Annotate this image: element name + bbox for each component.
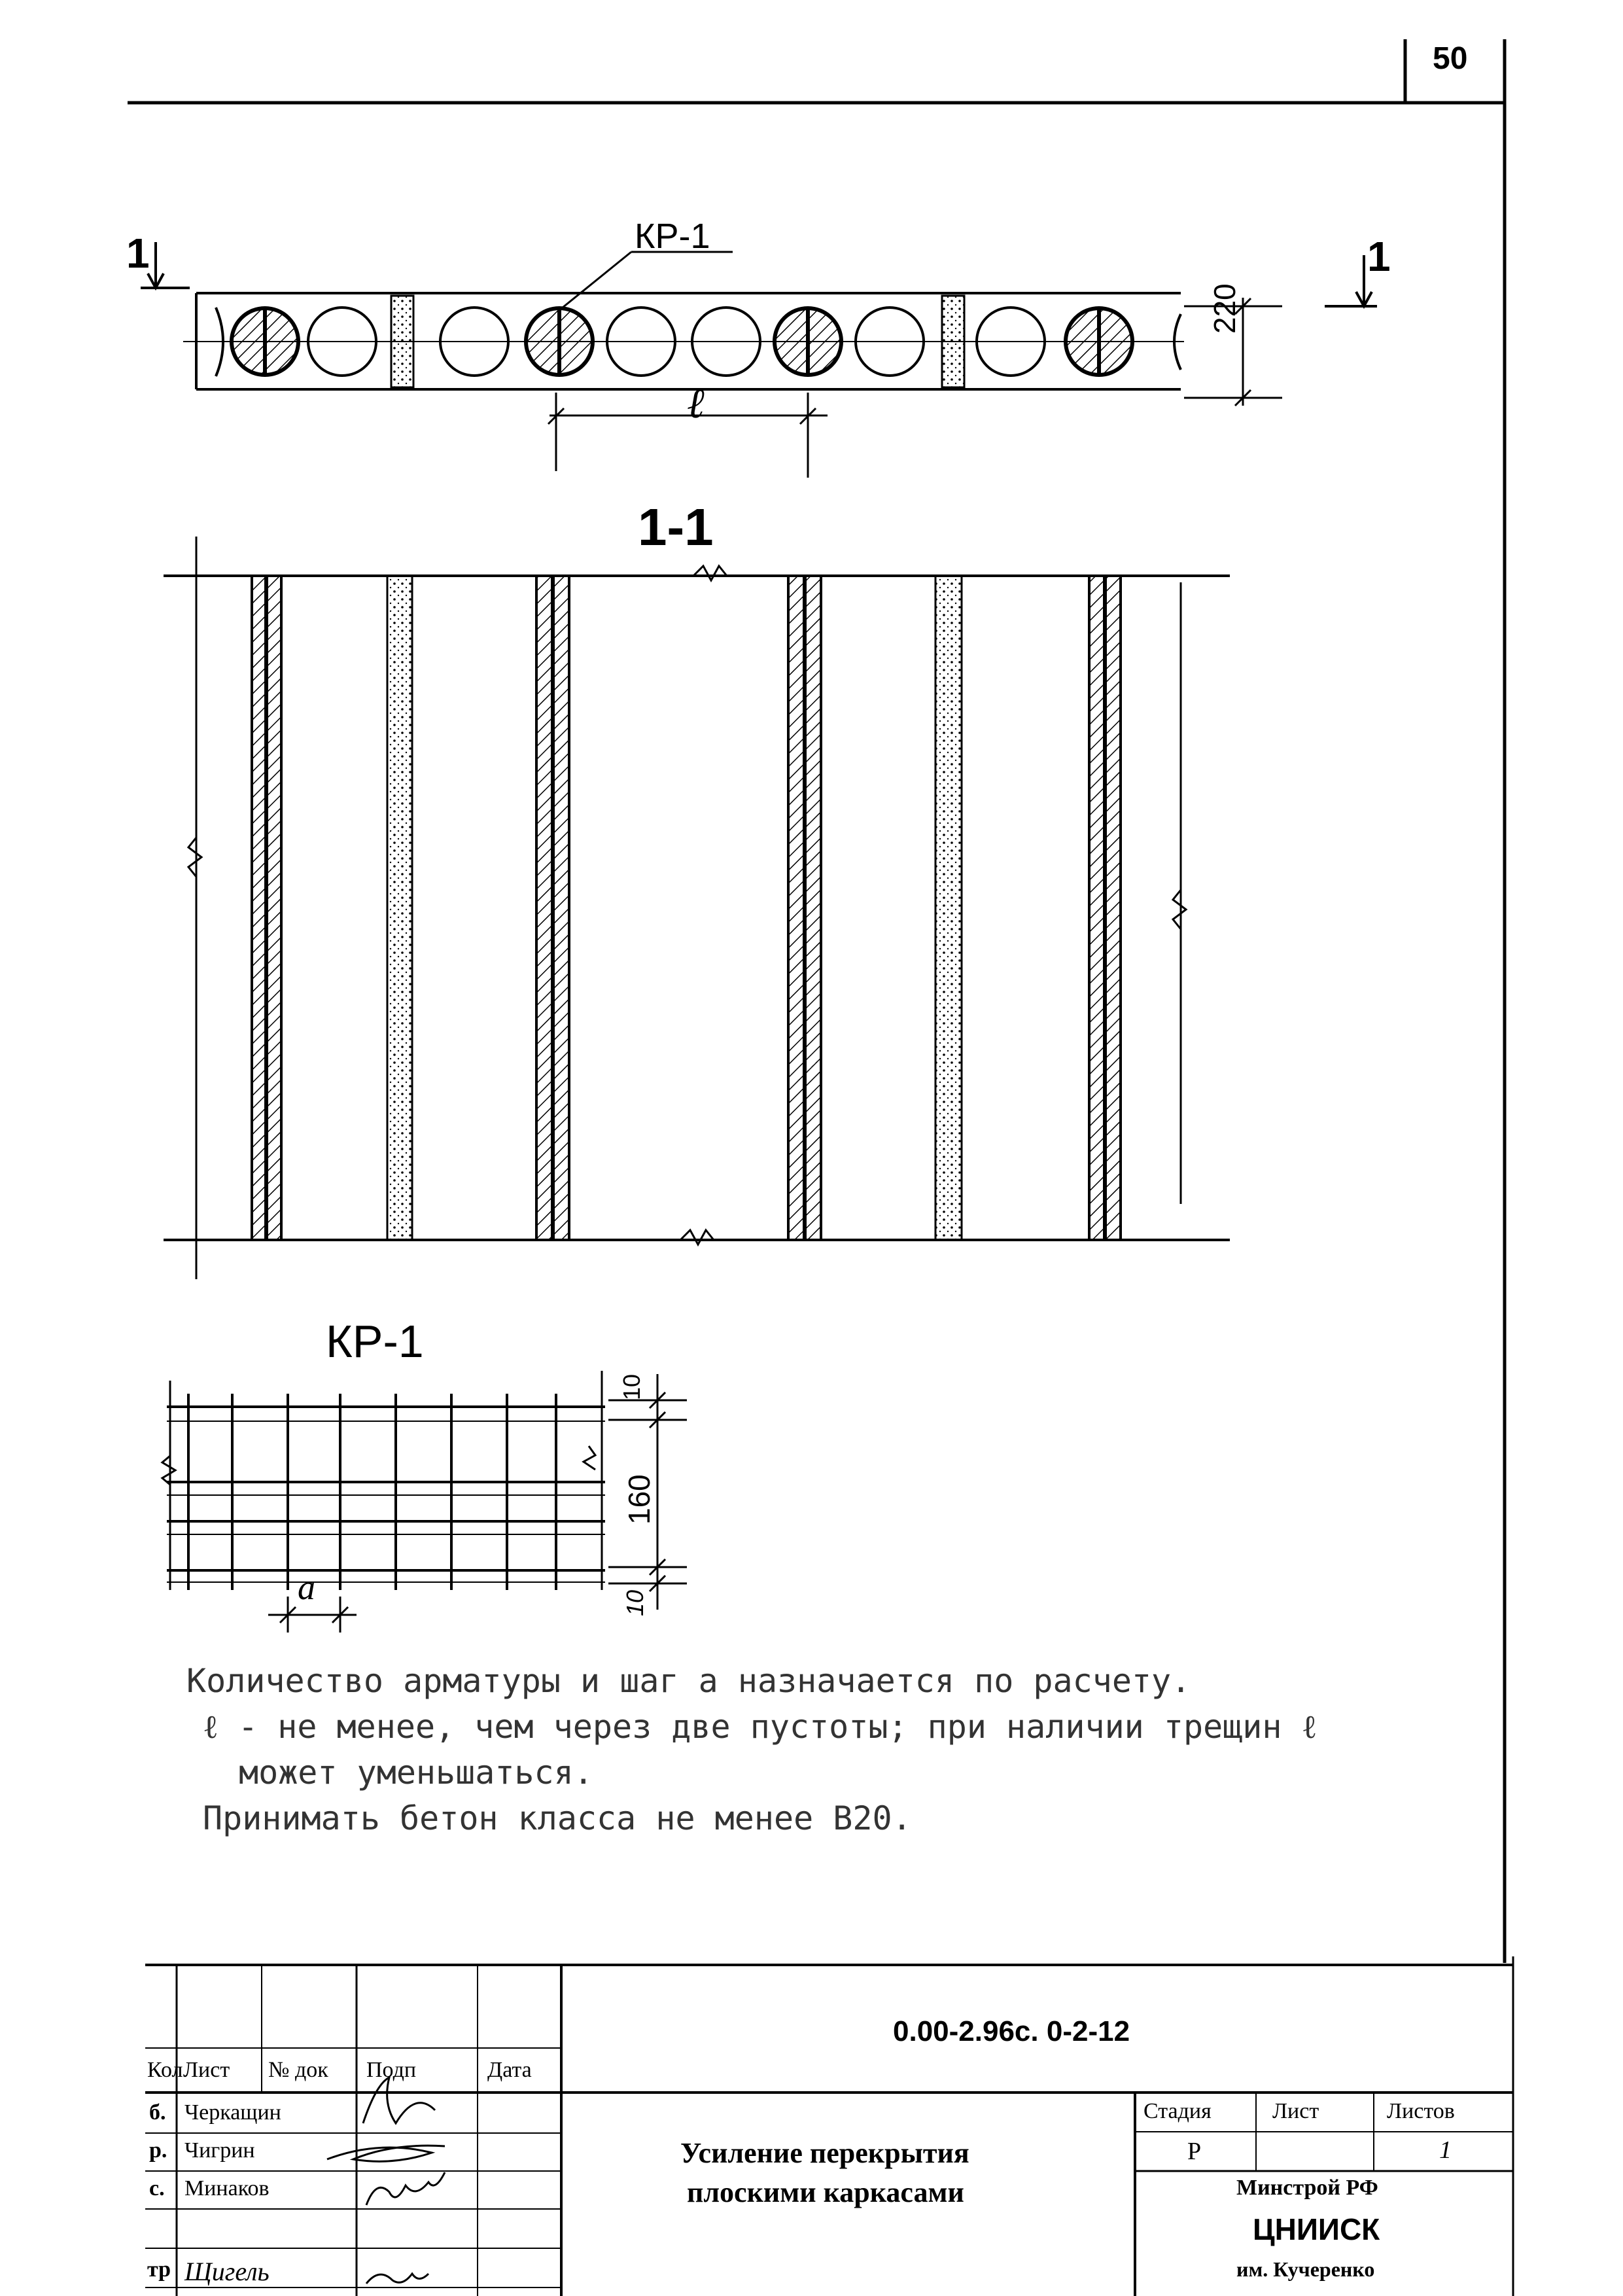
dim-bottom-label: 10 xyxy=(621,1589,648,1616)
section-reinforced-ribs xyxy=(252,576,1121,1240)
org-line-3: им. Кучеренко xyxy=(1236,2257,1375,2281)
signatures xyxy=(327,2077,445,2284)
col-header-sign: Подп xyxy=(366,2058,417,2082)
stage-value: Р xyxy=(1187,2138,1202,2165)
frame-detail xyxy=(162,1371,605,1590)
org-line-2: ЦНИИСК xyxy=(1253,2212,1380,2246)
section-markers xyxy=(141,242,1377,306)
row-name-3: Минаков xyxy=(184,2176,270,2200)
section-view xyxy=(164,537,1230,1279)
col-header-date: Дата xyxy=(487,2058,532,2082)
row-name-1: Черкащин xyxy=(184,2100,281,2125)
row-role-2: р. xyxy=(149,2138,167,2163)
sheets-header: Листов xyxy=(1387,2099,1455,2123)
dim-top-label: 10 xyxy=(618,1373,645,1400)
doc-title-line-1: Усиление перекрытия xyxy=(680,2137,969,2169)
step-symbol: a xyxy=(298,1568,315,1607)
org-line-1: Минстрой РФ xyxy=(1236,2176,1378,2200)
page-number: 50 xyxy=(1433,41,1468,76)
row-role-4: тр xyxy=(147,2257,171,2282)
section-marker-left: 1 xyxy=(126,230,150,277)
slab-cross-section xyxy=(183,293,1184,389)
note-line-4: Принимать бетон класса не менее В20. xyxy=(203,1799,912,1837)
sheets-value: 1 xyxy=(1439,2136,1452,2164)
row-name-4: Щигель xyxy=(184,2257,270,2286)
frame-stirrups xyxy=(188,1394,556,1590)
doc-title-line-2: плоскими каркасами xyxy=(687,2176,964,2208)
row-role-3: с. xyxy=(149,2176,165,2200)
col-header-doc-no: № док xyxy=(268,2058,328,2082)
row-role-1: б. xyxy=(149,2100,166,2125)
stage-header: Стадия xyxy=(1143,2099,1212,2123)
col-header-qty: Кол xyxy=(147,2058,183,2082)
section-marker-right: 1 xyxy=(1367,233,1391,280)
thickness-label: 220 xyxy=(1208,283,1242,334)
frame-leader xyxy=(563,252,733,308)
section-title: 1-1 xyxy=(638,498,714,556)
frame-title: КР-1 xyxy=(326,1316,424,1367)
note-line-3: может уменьшаться. xyxy=(239,1754,593,1792)
doc-code: 0.00-2.96с. 0-2-12 xyxy=(893,2015,1130,2047)
dim-mid-label: 160 xyxy=(622,1474,656,1525)
row-name-2: Чигрин xyxy=(184,2138,255,2163)
span-symbol: ℓ xyxy=(687,380,705,427)
note-line-2: ℓ - не менее, чем через две пустоты; при наличии трещин ℓ xyxy=(203,1708,1318,1746)
note-line-1: Количество арматуры и шаг a назначается по расчету. xyxy=(186,1662,1191,1700)
frame-label-plan: КР-1 xyxy=(635,217,710,256)
section-joints xyxy=(387,576,962,1240)
sheet-header: Лист xyxy=(1272,2099,1319,2123)
col-header-sheet: Лист xyxy=(183,2058,230,2082)
